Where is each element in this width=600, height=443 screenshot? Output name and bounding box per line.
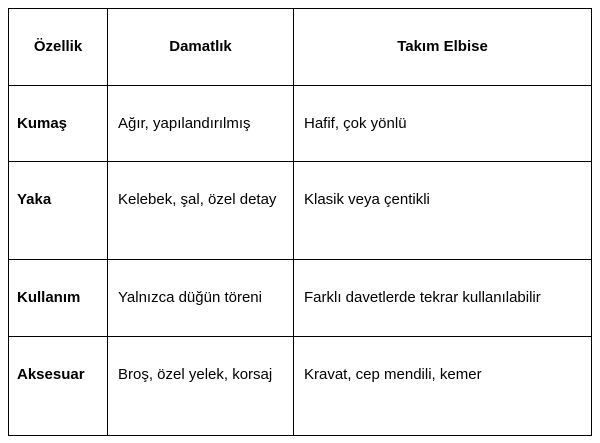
header-row [9,9,592,86]
damatlik-cell [108,260,294,337]
feature-cell [9,162,108,260]
takim-elbise-value: Farklı davetlerde tekrar kullanılabilir [304,289,541,306]
damatlik-value: Yalnızca düğün töreni [118,289,262,306]
feature-cell [9,337,108,436]
takim-elbise-value: Klasik veya çentikli [304,191,430,208]
feature-label: Kumaş [17,115,68,132]
feature-cell [9,260,108,337]
feature-label: Kullanım [17,289,81,306]
damatlik-value: Ağır, yapılandırılmış [118,115,251,132]
damatlik-cell [108,337,294,436]
takim-elbise-value: Kravat, cep mendili, kemer [304,366,482,383]
header-damatlik: Damatlık [108,9,294,86]
feature-cell [9,86,108,162]
comparison-table [8,8,592,436]
takim-elbise-cell [294,260,592,337]
takim-elbise-cell [294,162,592,260]
comparison-table-wrapper [8,8,592,436]
damatlik-value: Broş, özel yelek, korsaj [118,366,273,383]
takim-elbise-value: Hafif, çok yönlü [304,115,407,132]
table-row [9,337,592,436]
takim-elbise-cell [294,86,592,162]
takim-elbise-cell [294,337,592,436]
header-takim-elbise: Takım Elbise [294,9,592,86]
feature-label: Aksesuar [17,366,85,383]
damatlik-cell [108,162,294,260]
damatlik-value: Kelebek, şal, özel detay [118,191,277,208]
table-row [9,162,592,260]
header-feature: Özellik [9,9,108,86]
table-row [9,260,592,337]
damatlik-cell [108,86,294,162]
feature-label: Yaka [17,191,52,208]
table-row [9,86,592,162]
